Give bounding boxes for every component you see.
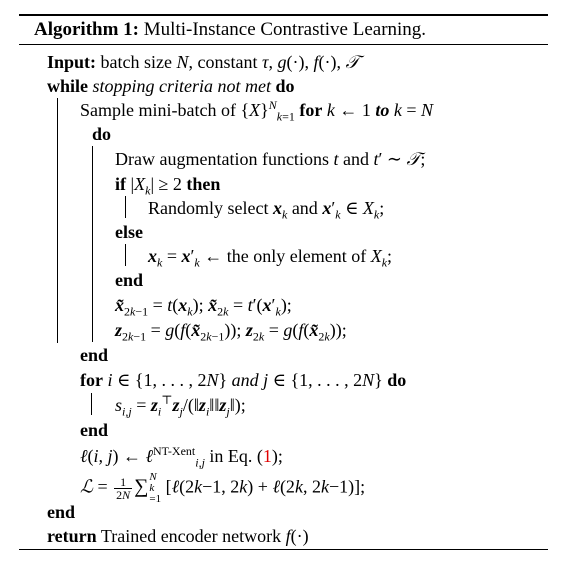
for-ij-block-bar <box>91 393 92 415</box>
total-loss-line: ℒ = $\frac{1}{2N}$ ∑ N k =1 [ℓ(2k−1, 2k) + ℓ(2k, 2k−1)]; <box>80 471 366 505</box>
input-line: Input: batch size N, constant τ, g(·), f(·), 𝒯 <box>47 52 360 72</box>
for-k-block-bar <box>92 146 93 342</box>
for-ij-end: end <box>80 420 109 440</box>
loss-ref-line: ℓ(i, j) ← ℓ$^{NT-Xent}_{i,j}$ in Eq. (1); <box>80 444 283 470</box>
else-block-bar <box>125 244 126 266</box>
while-block-bar <box>57 98 58 343</box>
return-line: return Trained encoder network f(·) <box>47 526 309 546</box>
if-end: end <box>115 270 144 290</box>
random-select-line: Randomly select $x_k$ and $x'_k$ ∈ $X_k$; <box>148 198 385 222</box>
else-line: else <box>115 222 143 242</box>
top-rule <box>19 14 548 16</box>
augment-line: $x̃_{2k-1} = t(x_k)$; $x̃_{2k} = t'(x'_k)$; <box>115 295 292 319</box>
for-k-line: Sample mini-batch of $\{X\}^N_{k=1}$ for k ← 1 to k = N <box>80 98 434 124</box>
while-end: end <box>47 502 76 522</box>
similarity-line: $s_{i,j}$ = $z_i^⊤z_j/(‖z_i‖‖z_j‖)$; <box>115 393 246 419</box>
algorithm-caption <box>34 18 426 42</box>
embed-line: $z_{2k-1}$ = $g(f(x̃_{2k-1}))$; $z_{2k}$ = $g(f(x̃_{2k}))$; <box>115 320 347 344</box>
only-element-line: $x_k = x'_k$ ← the only element of $X_k$; <box>148 246 393 270</box>
draw-line: Draw augmentation functions t and t′ ∼ 𝒯; <box>115 149 426 169</box>
equation-reference-link[interactable]: 1 <box>262 446 272 466</box>
caption-rule <box>19 44 548 45</box>
if-block-bar <box>125 196 126 218</box>
algorithm-label: Algorithm 1: <box>34 19 140 40</box>
while-line: while stopping criteria not met do <box>47 76 295 96</box>
bottom-rule <box>19 549 548 550</box>
for-ij-line: for i ∈ {1, . . . , 2N} and j ∈ {1, . . . , 2N} do <box>80 370 407 390</box>
if-line: if $|X_k| \ge 2$ then <box>115 174 221 198</box>
for-k-end: end <box>80 345 109 365</box>
algorithm-title: Multi-Instance Contrastive Learning. <box>143 19 427 40</box>
for-k-do: do <box>92 124 112 144</box>
